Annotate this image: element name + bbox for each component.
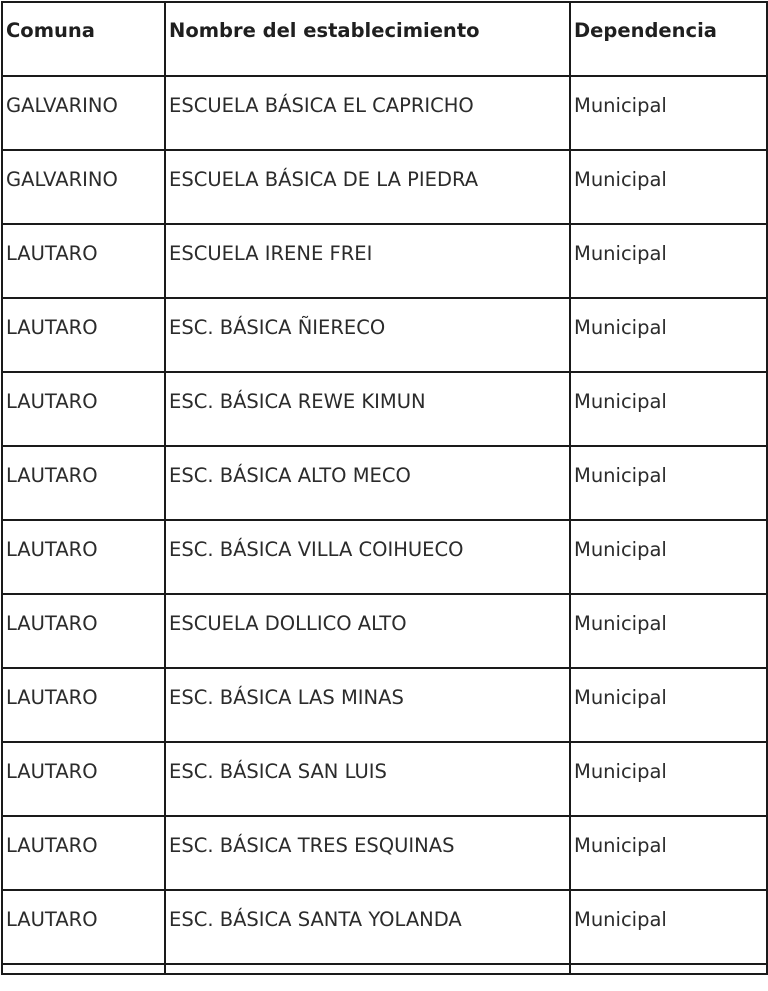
table-row	[2, 594, 767, 668]
cell-nombre: ESC. BÁSICA TRES ESQUINAS	[165, 816, 570, 890]
cell-dependencia: Municipal	[570, 150, 767, 224]
cell-comuna: LAUTARO	[2, 816, 165, 890]
cell-dependencia: Municipal	[570, 520, 767, 594]
cell-empty	[570, 964, 767, 974]
cell-dependencia: Municipal	[570, 372, 767, 446]
header-dependencia: Dependencia	[570, 2, 767, 76]
cell-comuna: LAUTARO	[2, 890, 165, 964]
schools-table	[1, 1, 768, 975]
table-row	[2, 890, 767, 964]
cell-empty	[2, 964, 165, 974]
header-nombre-establecimiento: Nombre del establecimiento	[165, 2, 570, 76]
header-comuna: Comuna	[2, 2, 165, 76]
cell-comuna: GALVARINO	[2, 150, 165, 224]
cell-dependencia: Municipal	[570, 816, 767, 890]
cell-comuna: LAUTARO	[2, 668, 165, 742]
cell-dependencia: Municipal	[570, 668, 767, 742]
cell-dependencia: Municipal	[570, 446, 767, 520]
table-row	[2, 742, 767, 816]
cell-nombre: ESC. BÁSICA VILLA COIHUECO	[165, 520, 570, 594]
cell-nombre: ESC. BÁSICA LAS MINAS	[165, 668, 570, 742]
cell-dependencia: Municipal	[570, 224, 767, 298]
cell-comuna: LAUTARO	[2, 742, 165, 816]
cell-dependencia: Municipal	[570, 76, 767, 150]
cell-nombre: ESCUELA BÁSICA EL CAPRICHO	[165, 76, 570, 150]
cell-comuna: LAUTARO	[2, 372, 165, 446]
cell-nombre: ESC. BÁSICA ALTO MECO	[165, 446, 570, 520]
cell-nombre: ESCUELA BÁSICA DE LA PIEDRA	[165, 150, 570, 224]
table-row	[2, 298, 767, 372]
cell-comuna: LAUTARO	[2, 520, 165, 594]
cell-empty	[165, 964, 570, 974]
table-row	[2, 816, 767, 890]
cell-comuna: LAUTARO	[2, 298, 165, 372]
cell-nombre: ESC. BÁSICA SAN LUIS	[165, 742, 570, 816]
table-row	[2, 668, 767, 742]
cell-nombre: ESCUELA IRENE FREI	[165, 224, 570, 298]
cell-comuna: LAUTARO	[2, 446, 165, 520]
table-row	[2, 520, 767, 594]
table-row	[2, 150, 767, 224]
cell-comuna: LAUTARO	[2, 224, 165, 298]
table-row	[2, 446, 767, 520]
table-header-row	[2, 2, 767, 76]
cell-dependencia: Municipal	[570, 298, 767, 372]
table-row-cut-off	[2, 964, 767, 974]
cell-comuna: GALVARINO	[2, 76, 165, 150]
cell-comuna: LAUTARO	[2, 594, 165, 668]
cell-dependencia: Municipal	[570, 890, 767, 964]
cell-nombre: ESC. BÁSICA ÑIERECO	[165, 298, 570, 372]
cell-nombre: ESC. BÁSICA REWE KIMUN	[165, 372, 570, 446]
cell-nombre: ESCUELA DOLLICO ALTO	[165, 594, 570, 668]
cell-dependencia: Municipal	[570, 594, 767, 668]
table-row	[2, 76, 767, 150]
cell-nombre: ESC. BÁSICA SANTA YOLANDA	[165, 890, 570, 964]
table-row	[2, 224, 767, 298]
cell-dependencia: Municipal	[570, 742, 767, 816]
table-row	[2, 372, 767, 446]
